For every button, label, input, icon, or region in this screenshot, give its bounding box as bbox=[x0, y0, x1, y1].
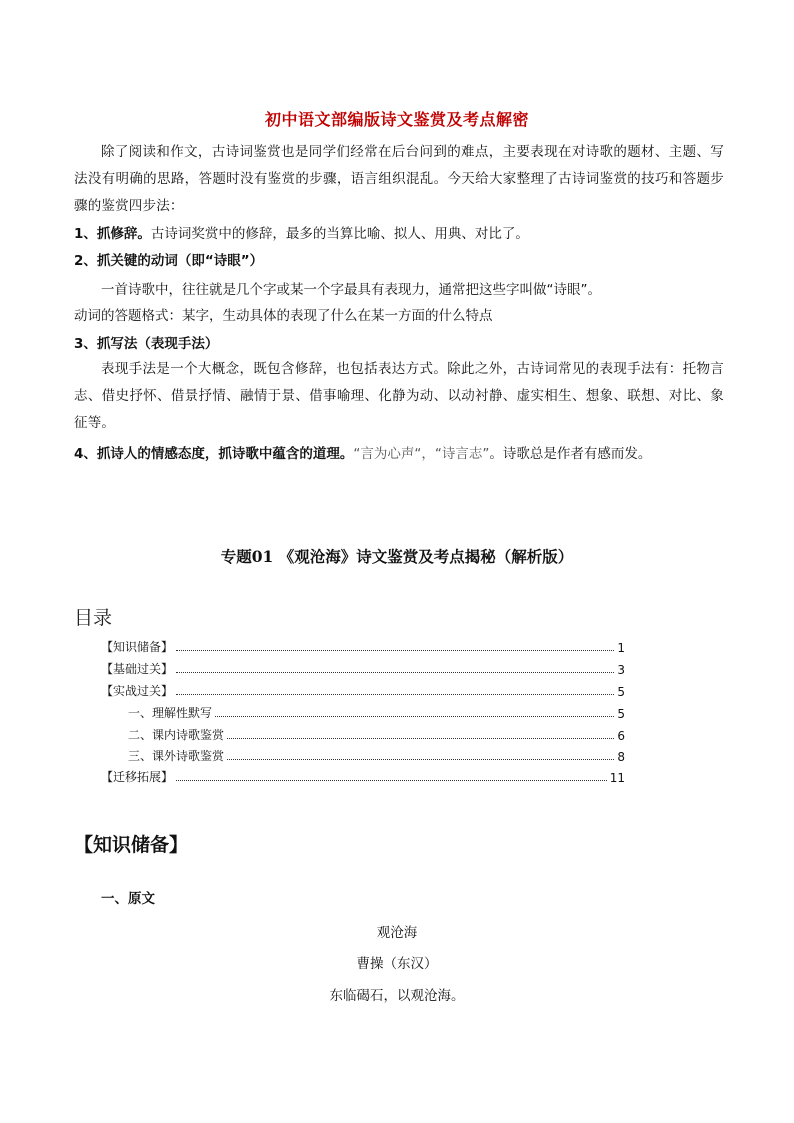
poem-line: 东临碣石，以观沧海。 bbox=[329, 988, 465, 1004]
toc-item-label: 【实战过关】 bbox=[101, 684, 174, 698]
toc-item-page: 5 bbox=[617, 685, 625, 699]
toc-leader-dots bbox=[215, 715, 614, 717]
toc-leader-dots bbox=[176, 649, 614, 651]
toc-leader-dots bbox=[227, 737, 614, 739]
topic-subtitle: 专题01 《观沧海》诗文鉴赏及考点揭秘（解析版） bbox=[220, 547, 574, 566]
section-subheading: 一、原文 bbox=[101, 891, 155, 907]
step-4-text: 。诗歌总是作者有感而发。 bbox=[489, 446, 652, 462]
poem-title: 观沧海 bbox=[376, 925, 418, 941]
step-2-heading: 2、抓关键的动词（即“诗眼”） bbox=[74, 253, 264, 269]
toc-leader-dots bbox=[176, 779, 607, 781]
toc-item-label: 三、课外诗歌鉴赏 bbox=[128, 749, 225, 763]
toc-item-extension[interactable] bbox=[101, 765, 625, 785]
step-4-heading: 4、抓诗人的情感态度，抓诗歌中蕴含的道理。 bbox=[74, 446, 354, 462]
toc-item-dictation[interactable] bbox=[128, 701, 625, 721]
toc-item-page: 11 bbox=[609, 771, 625, 785]
step-4-quote: “言为心声“，“诗言志” bbox=[353, 446, 490, 462]
toc-item-label: 【知识储备】 bbox=[101, 640, 174, 654]
step-1-text: 古诗词奖赏中的修辞，最多的当算比喻、拟人、用典、对比了。 bbox=[150, 226, 529, 242]
step-1 bbox=[74, 223, 529, 245]
toc-item-knowledge[interactable] bbox=[101, 635, 625, 655]
toc-leader-dots bbox=[176, 693, 614, 695]
toc-leader-dots bbox=[176, 671, 614, 673]
section-heading: 【知识储备】 bbox=[74, 834, 189, 856]
step-3-heading: 3、抓写法（表现手法） bbox=[74, 336, 219, 352]
page-title: 初中语文部编版诗文鉴赏及考点解密 bbox=[264, 110, 529, 129]
toc-title: 目录 bbox=[74, 607, 113, 629]
toc-item-practice[interactable] bbox=[101, 679, 625, 699]
step-2-text: 一首诗歌中，往往就是几个字或某一个字最具有表现力，通常把这些字叫做“诗眼”。 bbox=[101, 282, 601, 298]
step-1-heading: 1、抓修辞。 bbox=[74, 226, 151, 242]
toc-item-label: 一、理解性默写 bbox=[128, 706, 213, 720]
poem-author: 曹操（东汉） bbox=[356, 956, 438, 972]
toc-item-page: 3 bbox=[617, 663, 625, 677]
step-3-text: 表现手法是一个大概念，既包含修辞，也包括表达方式。除此之外，古诗词常见的表现手法有：托物言志、借史抒怀、借景抒情、融情于景、借事喻理、化静为动、以动衬静、虚实相生、想象、联想、对比、象征等。 bbox=[74, 361, 724, 431]
toc-item-label: 【基础过关】 bbox=[101, 662, 174, 676]
step-4 bbox=[74, 443, 651, 465]
toc-item-label: 二、课内诗歌鉴赏 bbox=[128, 728, 225, 742]
intro-paragraph: 除了阅读和作文，古诗词鉴赏也是同学们经常在后台问到的难点，主要表现在对诗歌的题材、主题、写法没有明确的思路，答题时没有鉴赏的步骤，语言组织混乱。今天给大家整理了古诗词鉴赏的技巧和答题步骤的鉴赏四步法： bbox=[74, 144, 724, 214]
toc-leader-dots bbox=[227, 758, 614, 760]
toc-item-extracurricular[interactable] bbox=[128, 744, 625, 764]
toc-item-page: 8 bbox=[617, 750, 625, 764]
toc-item-page: 1 bbox=[617, 641, 625, 655]
toc-item-page: 5 bbox=[617, 707, 625, 721]
toc-item-in-class[interactable] bbox=[128, 723, 625, 743]
toc-item-page: 6 bbox=[617, 729, 625, 743]
toc-item-basic[interactable] bbox=[101, 657, 625, 677]
toc-item-label: 【迁移拓展】 bbox=[101, 770, 174, 784]
step-2-note: 动词的答题格式：某字，生动具体的表现了什么在某一方面的什么特点 bbox=[74, 308, 493, 324]
